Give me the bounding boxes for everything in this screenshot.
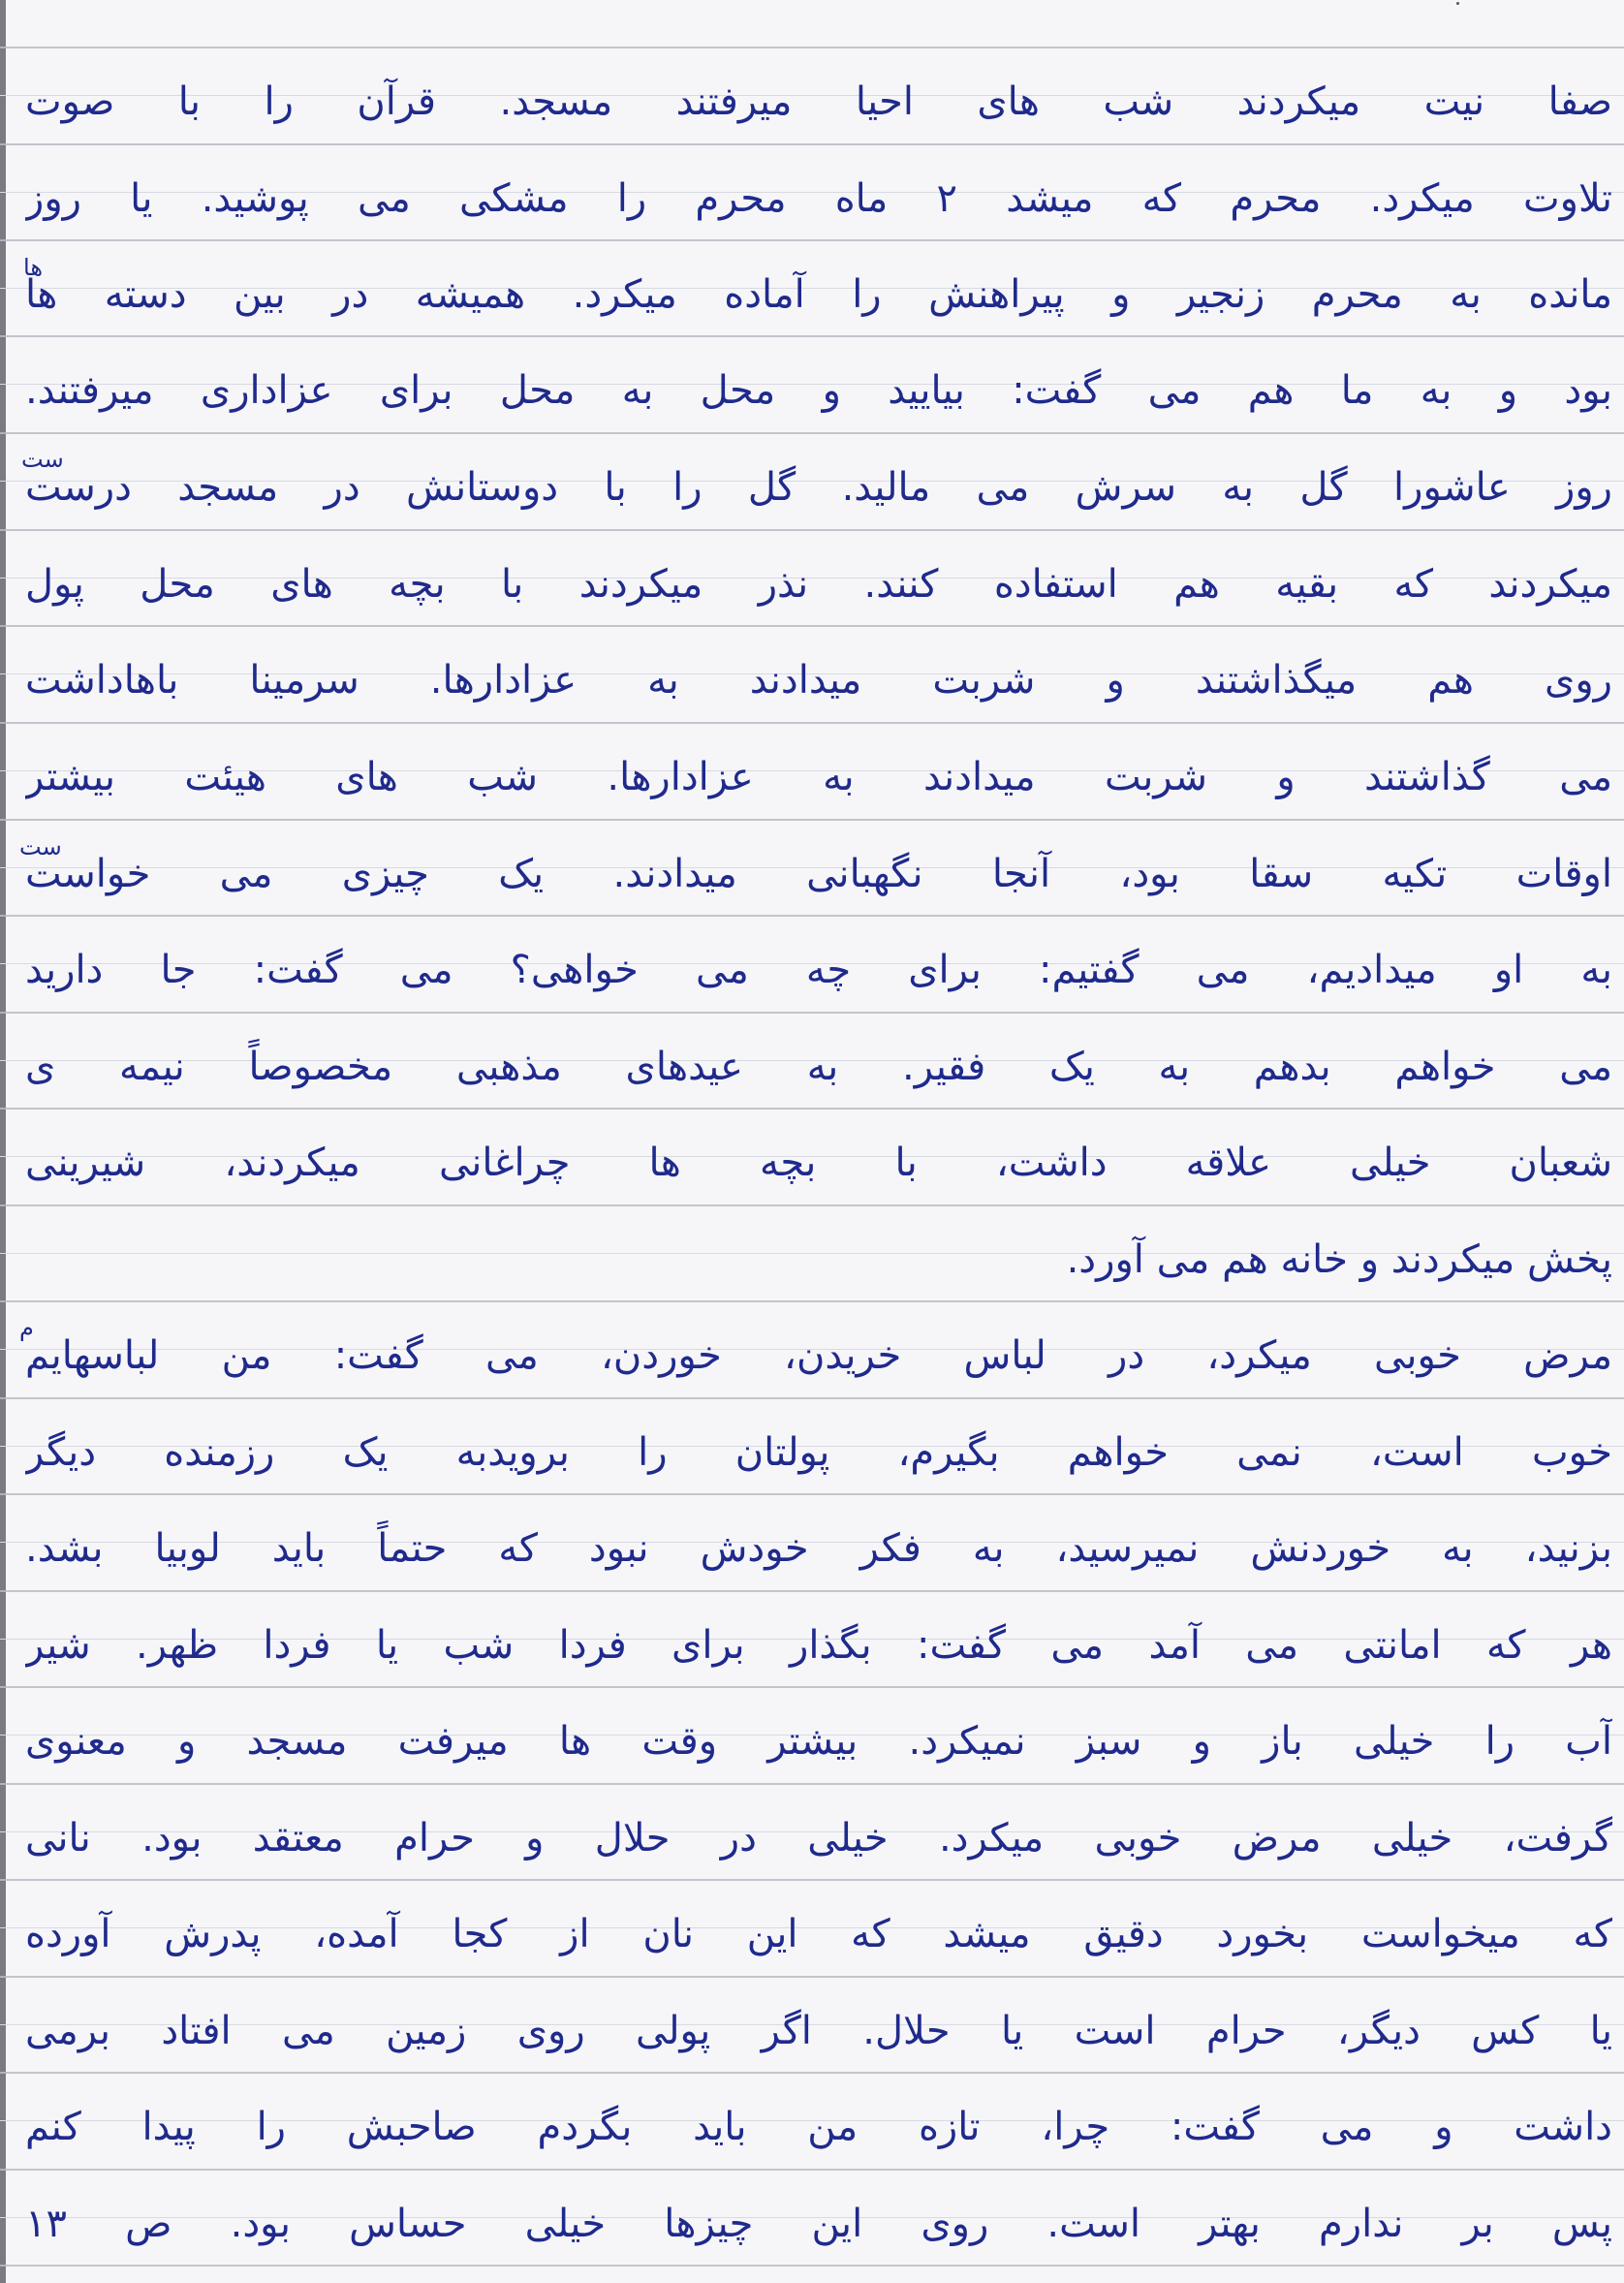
margin-note: م — [19, 1314, 34, 1341]
text-line: خوب است، نمی خواهم بگیرم، پولتان را برویدبه یک رزمنده دیگر — [25, 1430, 1612, 1475]
text-line: بزنید، به خوردنش نمیرسید، به فکر خودش نبود که حتماً باید لوبیا بشد. — [25, 1526, 1612, 1571]
text-line: گرفت، خیلی مرض خوبی میکرد. خیلی در حلال و حرام معتقد بود. نانی — [25, 1816, 1612, 1861]
text-line: می گذاشتند و شربت میدادند به عزادارها. شب های هیئت بیشتر — [25, 755, 1612, 799]
text-line: به او میدادیم، می گفتیم: برای چه می خواهی؟ می گفت: جا دارید — [25, 948, 1612, 992]
text-line: هر که امانتی می آمد می گفت: بگذار برای فردا شب یا فردا ظهر. شیر — [25, 1623, 1612, 1668]
text-line: پس بر ندارم بهتر است. روی این چیزها خیلی حساس بود. ص ۱۳ — [25, 2202, 1612, 2246]
margin-note: ست — [21, 446, 64, 473]
margin-note: ست — [19, 833, 62, 860]
text-line: آب را خیلی باز و سبز نمیکرد. بیشتر وقت ها میرفت مسجد و معنوی — [25, 1719, 1612, 1764]
text-line: صفا نیت میکردند شب های احیا میرفتند مسجد. قرآن را با صوت — [25, 79, 1612, 124]
text-line: پخش میکردند و خانه هم می آورد. — [1066, 1237, 1612, 1282]
text-line: می خواهم بدهم به یک فقیر. به عیدهای مذهبی مخصوصاً نیمه ی — [25, 1045, 1612, 1089]
text-line: مرض خوبی میکرد، در لباس خریدن، خوردن، می گفت: من لباسهایم — [25, 1333, 1612, 1378]
margin-note: ها — [23, 254, 43, 281]
text-line: تلاوت میکرد. محرم که میشد ۲ ماه محرم را مشکی می پوشید. یا روز — [25, 176, 1612, 221]
text-line: بود و به ما هم می گفت: بیایید و محل به محل برای عزاداری میرفتند. — [25, 368, 1612, 413]
text-line: اوقات تکیه سقا بود، آنجا نگهبانی میدادند. یک چیزی می خواست — [25, 852, 1612, 896]
text-line: روی هم میگذاشتند و شربت میدادند به عزادارها. سرمینا باهاداشت — [25, 658, 1612, 703]
text-line: روز عاشورا گل به سرش می مالید. گل را با دوستانش در مسجد درست — [25, 465, 1612, 510]
text-line: مانده به محرم زنجیر و پیراهنش را آماده میکرد. همیشه در بین دسته ها — [25, 272, 1612, 317]
text-line: که میخواست بخورد دقیق میشد که این نان از کجا آمده، پدرش آورده — [25, 1912, 1612, 1956]
text-line: داشت و می گفت: چرا، تازه من باید بگردم صاحبش را پیدا کنم — [25, 2105, 1612, 2149]
text-line: میکردند که بقیه هم استفاده کنند. نذر میکردند با بچه های محل پول — [25, 562, 1612, 607]
text-line: شعبان خیلی علاقه داشت، با بچه ها چراغانی میکردند، شیرینی — [25, 1141, 1612, 1185]
text-line: یا کس دیگر، حرام است یا حلال. اگر پولی روی زمین می افتاد برمی — [25, 2009, 1612, 2053]
